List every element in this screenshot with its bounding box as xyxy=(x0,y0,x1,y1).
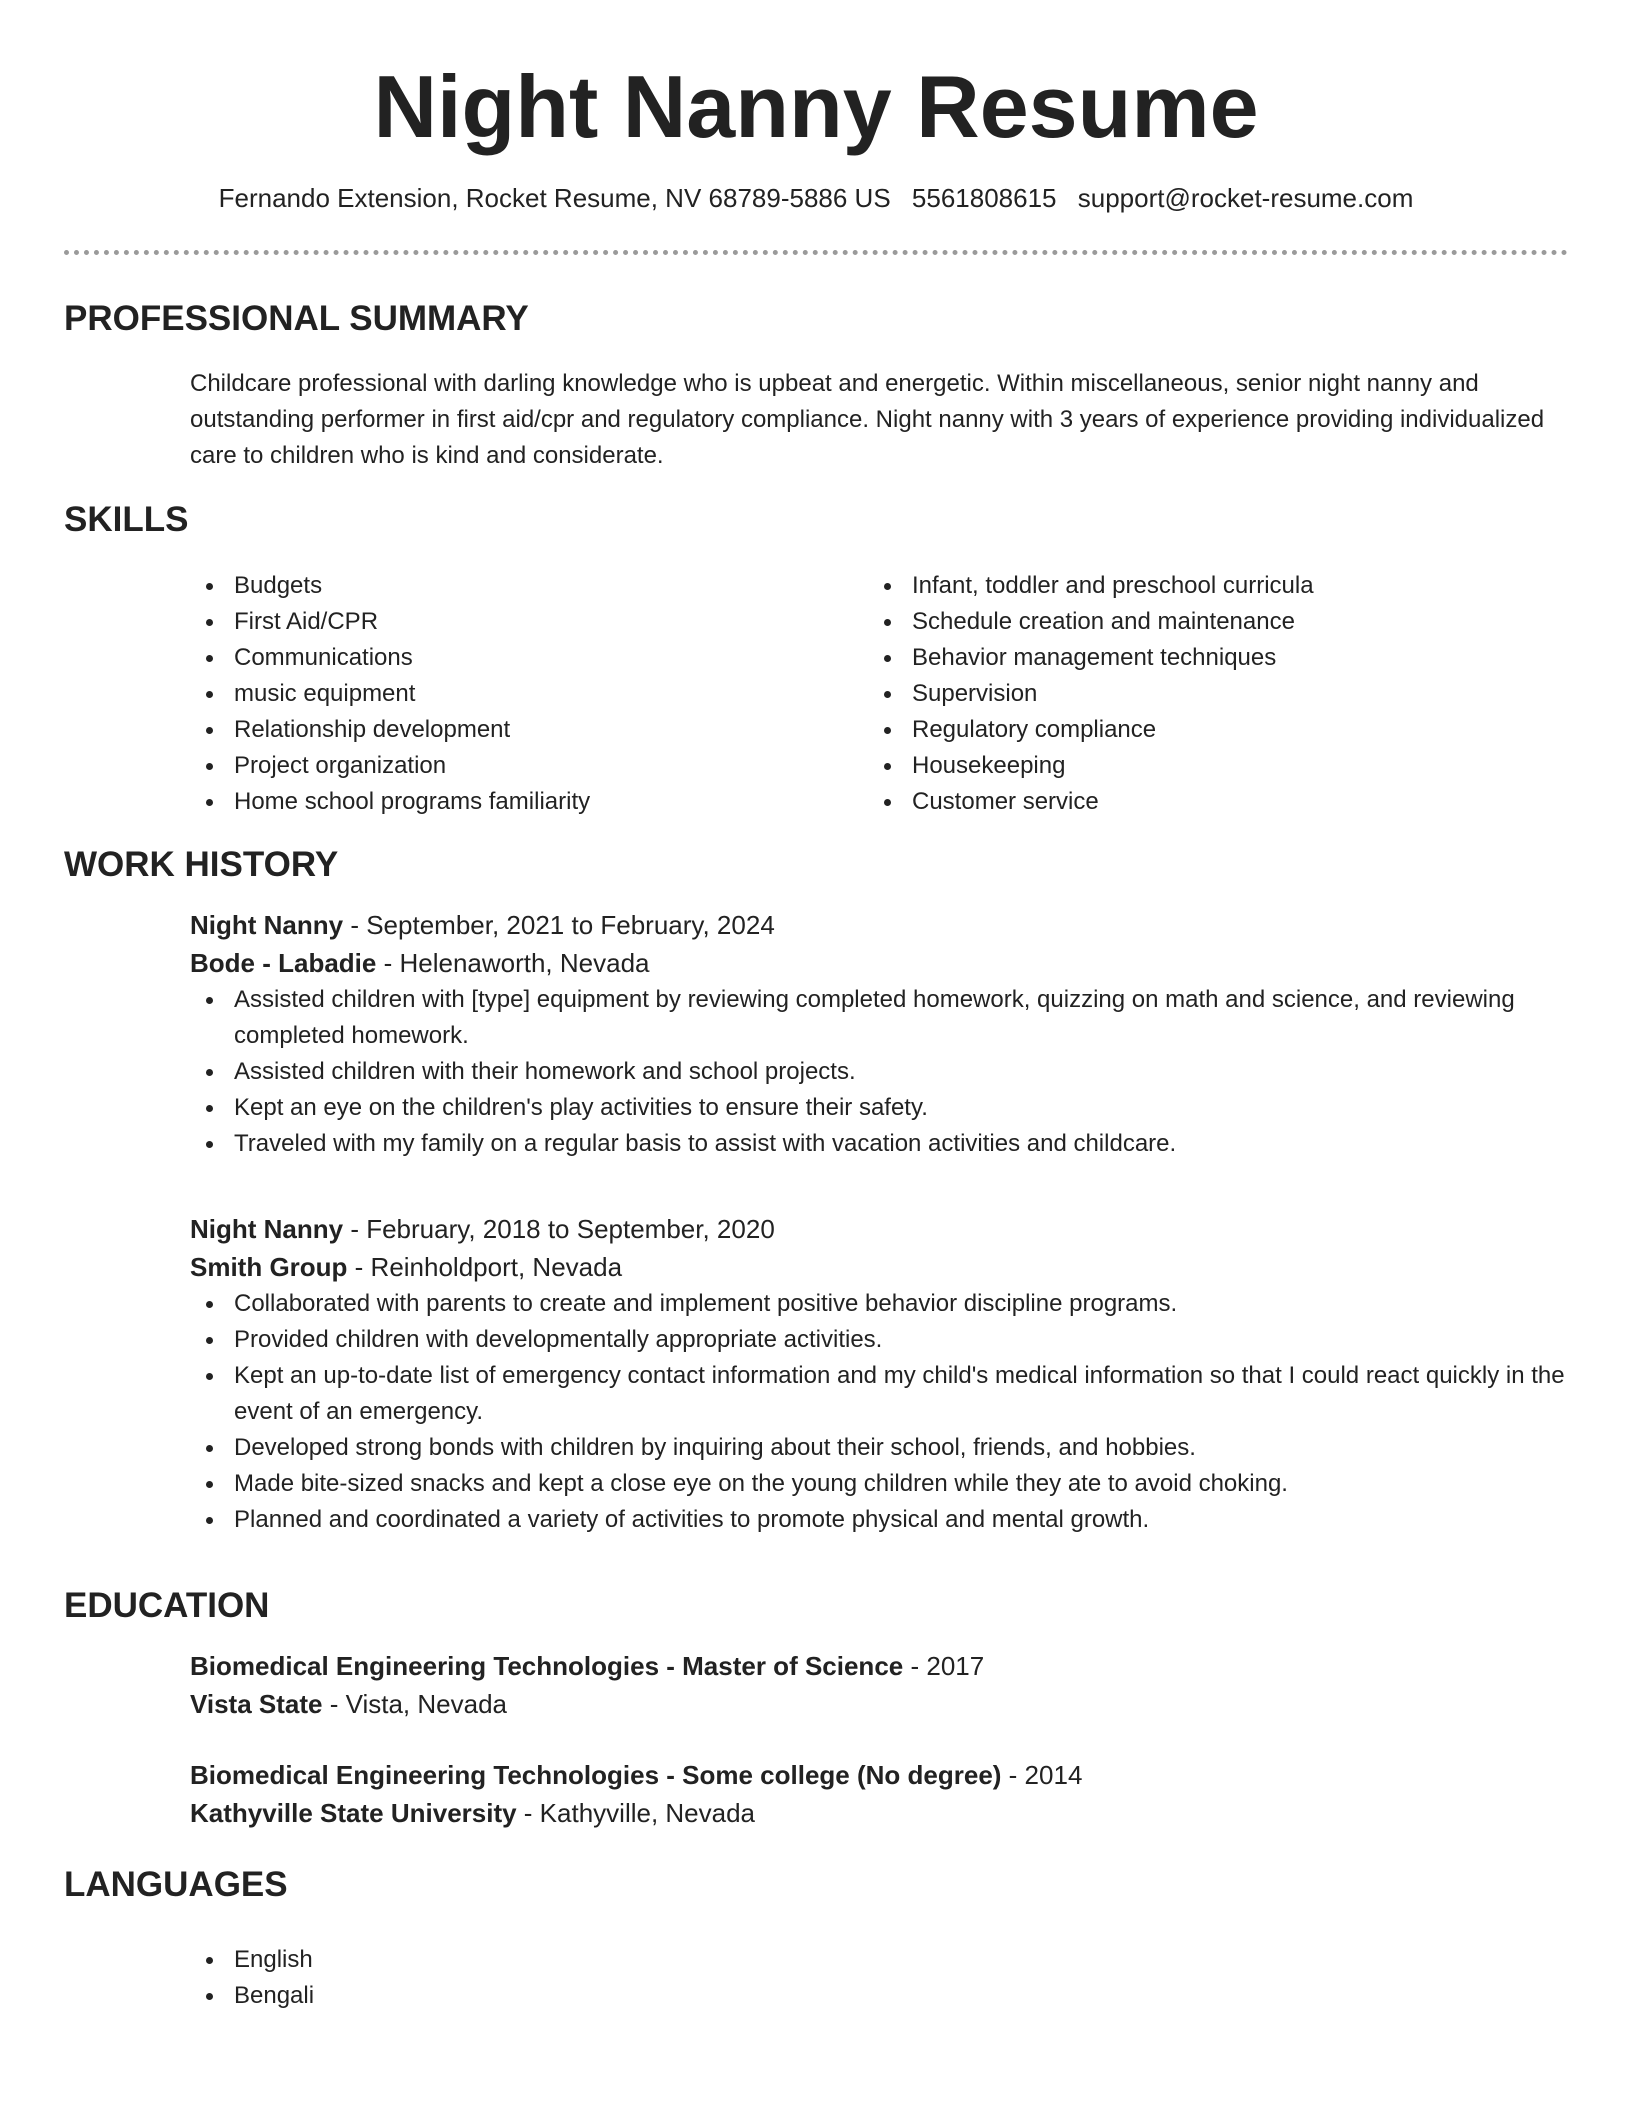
skill-item: Behavior management techniques xyxy=(868,640,1568,676)
education-degree: Biomedical Engineering Technologies - Some college (No degree) xyxy=(190,1760,1002,1790)
skill-item: Relationship development xyxy=(190,712,850,748)
work-bullets xyxy=(0,1286,1570,1538)
work-company-line xyxy=(190,944,1570,982)
work-dates: - September, 2021 to February, 2024 xyxy=(343,910,775,940)
skills-list-left xyxy=(190,568,850,820)
skill-item: Home school programs familiarity xyxy=(190,784,850,820)
work-entry xyxy=(190,906,1570,1162)
skill-item: Budgets xyxy=(190,568,850,604)
education-school-line xyxy=(190,1794,1570,1832)
work-dates: - February, 2018 to September, 2020 xyxy=(343,1214,775,1244)
education-entry xyxy=(190,1647,1570,1723)
education-school: Vista State xyxy=(190,1689,323,1719)
skill-item: Project organization xyxy=(190,748,850,784)
work-company: Smith Group xyxy=(190,1252,348,1282)
section-title-work: WORK HISTORY xyxy=(64,845,339,884)
language-item: English xyxy=(190,1942,790,1978)
work-location: - Helenaworth, Nevada xyxy=(376,948,650,978)
work-bullet: Collaborated with parents to create and implement positive behavior discipline programs. xyxy=(190,1286,1570,1322)
section-title-languages: LANGUAGES xyxy=(64,1865,288,1904)
contact-email: support@rocket-resume.com xyxy=(1077,183,1414,213)
skill-item: Communications xyxy=(190,640,850,676)
education-entry xyxy=(190,1756,1570,1832)
work-bullet: Traveled with my family on a regular basis to assist with vacation activities and childcare. xyxy=(190,1126,1570,1162)
work-entry xyxy=(190,1210,1570,1538)
education-year: - 2014 xyxy=(1001,1760,1083,1790)
work-bullet: Kept an up-to-date list of emergency contact information and my child's medical information so that I could react quickly in the event of an emergency. xyxy=(190,1358,1570,1430)
page-title: Night Nanny Resume xyxy=(373,57,1259,156)
summary-text: Childcare professional with darling knowledge who is upbeat and energetic. Within miscellaneous, senior night nanny and outstanding performer in first aid/cpr and regulatory compliance. Night nanny with 3 years of experience providing individualized care to children who is kind and considerate. xyxy=(190,370,1545,469)
education-degree-line xyxy=(190,1647,1570,1685)
section-title-education: EDUCATION xyxy=(64,1586,270,1625)
skill-item: music equipment xyxy=(190,676,850,712)
skill-item: Infant, toddler and preschool curricula xyxy=(868,568,1568,604)
education-degree-line xyxy=(190,1756,1570,1794)
work-role-line xyxy=(190,906,1570,944)
language-item: Bengali xyxy=(190,1978,790,2014)
work-company-line xyxy=(190,1248,1570,1286)
contact-line xyxy=(0,180,1632,216)
skill-item: Regulatory compliance xyxy=(868,712,1568,748)
skill-item: Schedule creation and maintenance xyxy=(868,604,1568,640)
work-bullet: Made bite-sized snacks and kept a close eye on the young children while they ate to avoid choking. xyxy=(190,1466,1570,1502)
work-bullet: Kept an eye on the children's play activities to ensure their safety. xyxy=(190,1090,1570,1126)
header-divider xyxy=(64,250,1568,255)
skill-item: Customer service xyxy=(868,784,1568,820)
work-bullet: Planned and coordinated a variety of activities to promote physical and mental growth. xyxy=(190,1502,1570,1538)
work-location: - Reinholdport, Nevada xyxy=(347,1252,623,1282)
work-bullets xyxy=(0,982,1570,1162)
contact-phone: 5561808615 xyxy=(911,183,1057,213)
education-degree: Biomedical Engineering Technologies - Master of Science xyxy=(190,1651,904,1681)
skill-item: Supervision xyxy=(868,676,1568,712)
work-role: Night Nanny xyxy=(190,1214,344,1244)
education-school: Kathyville State University xyxy=(190,1798,517,1828)
section-title-skills: SKILLS xyxy=(64,500,189,539)
work-bullet: Assisted children with their homework and school projects. xyxy=(190,1054,1570,1090)
work-bullet: Assisted children with [type] equipment by reviewing completed homework, quizzing on math and science, and reviewing completed homework. xyxy=(190,982,1570,1054)
contact-address: Fernando Extension, Rocket Resume, NV 68789-5886 US xyxy=(218,183,891,213)
work-company: Bode - Labadie xyxy=(190,948,377,978)
education-year: - 2017 xyxy=(903,1651,985,1681)
languages-list xyxy=(190,1942,790,2014)
work-role: Night Nanny xyxy=(190,910,344,940)
education-school-line xyxy=(190,1685,1570,1723)
work-bullet: Provided children with developmentally appropriate activities. xyxy=(190,1322,1570,1358)
work-role-line xyxy=(190,1210,1570,1248)
work-bullet: Developed strong bonds with children by inquiring about their school, friends, and hobbies. xyxy=(190,1430,1570,1466)
skill-item: First Aid/CPR xyxy=(190,604,850,640)
education-location: - Vista, Nevada xyxy=(322,1689,507,1719)
section-title-summary: PROFESSIONAL SUMMARY xyxy=(64,299,529,338)
education-location: - Kathyville, Nevada xyxy=(516,1798,756,1828)
skill-item: Housekeeping xyxy=(868,748,1568,784)
skills-list-right xyxy=(868,568,1568,820)
